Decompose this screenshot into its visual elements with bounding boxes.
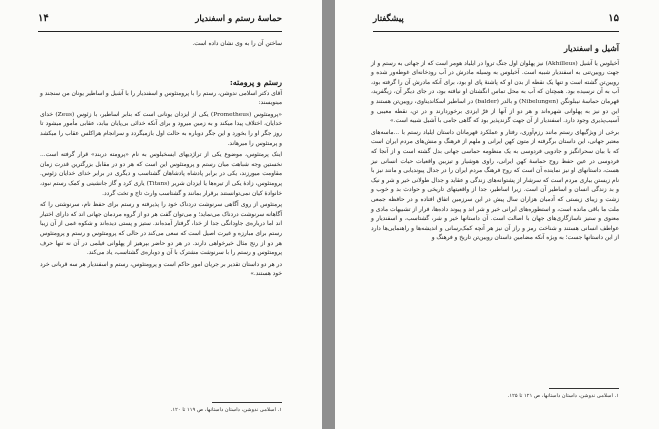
right-footnote: ۱. اسلامی ندوشن، داستان داستانها، ص ۱۲۱ تا ۱۲۵. <box>507 393 619 399</box>
left-footnote-rule <box>212 402 282 403</box>
section-title-rostam-prometheus: رستم و پرومته: <box>229 77 282 87</box>
left-page-header <box>38 13 282 27</box>
right-page-number: ۱۵ <box>608 13 619 24</box>
right-header-rule <box>373 31 619 32</box>
book-gutter <box>322 0 335 429</box>
section-title-achilles-esfandiar: آشیل و اسفندیار <box>564 43 619 53</box>
paragraph: آقای دکتر اسلامی ندوشن، رستم را با پرومتئوس و اسفندیار را با آشیل و اساطیر یونان من سنجند و مینویسند: <box>40 90 282 107</box>
paragraph: اینک پرمتئوس، موضوع یکی از تراژدیهای ایسخیلوس به نام «پرومته دربند» قرار گرفته است... نخستین وجه شباهت میان رستم و پرومتئوس این است که هر دو در مقابل بزرگترین قدرت زمان مقاومت میورزند، یکی در برابر پادشاه پادشاهان گشتاسب و دیگری در برابر خدای خدایان زئوس. پرومتئوس، زادهٔ یکی از تیره‌ها یا ایزدان شریر (Titans) یاری کرد و گاز جانشینی و کمک رستم نبود، خانوادهٔ کیان نمی‌توانستند برقرار بمانند و گشتاسب وارث تاج و تخت گردد. <box>40 152 283 197</box>
right-page-body <box>371 44 619 246</box>
paragraph: «پرومتئوس (Prometheus) یکی از ایزدان یونانی است که بنابر اساطیر، با زئوس (Zeus) خدای خدایان، اختلاف پیدا میکند و به زمین میرود و برای آنکه خدائی بی‌پایان بیابد، عقابی مأمور میشود تا روز جگر او را بخورد و این جگر دوباره به حالت اول بازمیگردد و سرانجام هراکلس عقاب را میکشد و پرمتئوس را میرهاند. <box>40 111 282 147</box>
right-running-title: پیشگفتار <box>373 14 404 24</box>
right-page-header <box>373 13 619 27</box>
paragraph: آخیلوس یا آشیل (Akhilleus) نیز پهلوان اول جنگ تروا در ایلیاد هومر است که از جهاتی به رستم و از جهت رویین‌تنی به اسفندیار شبیه است. آخیلوس به وسیله مادرش در آب رودخانه‌ای غوطه‌ور شده و رویین‌تن گشته است و تنها یک نقطه از بدن او که پاشنهٔ پای او بود، برای آنکه مادرش آن را گرفته بود، آب به آن نرسیده بود. همچنان که آب به محل تماس انگشتان او نیافته بود، در جای دیگر آن، زیگفرید، قهرمان حماسهٔ نیبلونگن (Nibelungen) و بالدر (balder) در اساطیر اسکاندیناوی، رویین‌تن هستند و این دو نیز به پهلوانی شهره‌اند و هر دو از آنها از فرّ ایزدی برخوردارند و در تن، نقطه معیبی و آسیب‌پذیری وجود دارد. اسفندیار از آن جهت گزندپذیر بود که گاهی جامی با آشیل شبیه است.» <box>371 60 619 125</box>
left-header-rule <box>38 31 282 32</box>
paragraph: پرمتئوس از روی آگاهی سرنوشت دردناک خود را پذیرفته و رستم برای حفظ نام، سرنوشتی را که آگاهانه سرنوشت دردناک می‌نماید؛ و می‌توان گفت هر دو از گروه مردمان جهانی اند که دارای اختیار اند اما درباره‌ی جاودانگی جدا از خدا، گرفتار آمده‌اند. ستیز و پستی دیده‌اند و شکوه غمی از آن زیبا رستم برای مبارزه و غیرت اصیل است که سعی می‌کند در حالی که پرومتئوس و رستم و پرومتئوس هر دو از رنج مثال خیرخواهی دارند. در هر دو حاضر بپرهیز از پهلوانی فیلمی در آن نه تنها حرف پرومتئوس و رستم را با سرنوشت مشترک با آن و دوباره‌ی گشتاسب، یاد می‌کند. <box>40 202 282 257</box>
left-page-number: ۱۴ <box>38 13 49 24</box>
paragraph: در هر دو داستان تقدیر بر جریان امور حاکم است و پرومتئوس، رستم و اسفندیار هر سه قربانی خرد خود هستند.» <box>40 261 282 278</box>
left-running-title: حماسهٔ رستم و اسفندیار <box>195 14 282 24</box>
paragraph: برخی از ویژگیهای رستم مانند رزم‌آوری، رفتار و عملکرد قهرمانان داستان ایلیاد رستم با ...ماسه‌های معتبر جهانی، این داستان برگرفته از متون کهن ایرانی و ملهم از فرهنگ و منش‌های مردم ایران است که با بیان سحرانگیز و جادویی فردوسی به یک منظومه حماسی جهانی بدل گشته است و از آنجا که فردوسی در عین حفظ روح حماسهٔ کهن ایرانی، راوی هوشیار و تیزبین واقعیات حیات انسانی نیز هست، داستانهای او نیز نماینده آن است که روح فرهنگ مردم ایران را در جدال پیوندیابی و مانند نیز با نام زیستن بیاری مردم است که سرشار از پشتوانه‌های زندگی و عقاید و جدال طولانی خیر و شر و نیک و بد زندگی انسان و اساطیر آن است. زیرا اساطیر، جدا از واقعیتهای تاریخی و حوادث بد و خوب و زشت و زیبای زیستی که آدمیان هزاران سال پیش در این سرزمین اتفاق افتاده و در حافظه جمعی ملت ما باقی مانده است، و استطوره‌های ایرانی خیر و شر اند و پیوند داده‌ها، فرار از تشبیهات مادی و معنوی و ستیز ناسازگاری‌های جهان با اصالت است. آن داستانها خیر و شر، گشتاسب، و اسفندیار و عواطف انسانی هستند و شناخت رمز و راز آن نیز هر آنچه کمک‌رسانی و اندیشه‌ها و راهنمایی‌ها دارد از این داستانها جست؛ به ویژه آنکه مضامین داستان رویین‌تن تاریخ و فرهنگ و <box>371 129 619 242</box>
left-footnote: ۱. اسلامی ندوشن، داستان داستانها، ص ۱۱۹ تا ۱۲۰. <box>170 407 282 413</box>
left-page-body <box>40 78 282 282</box>
right-footnote-rule <box>549 388 619 389</box>
right-page <box>335 0 659 429</box>
left-page <box>0 0 322 429</box>
left-opening-line: ساختن آن را به وی نشان داده است. <box>192 41 282 47</box>
